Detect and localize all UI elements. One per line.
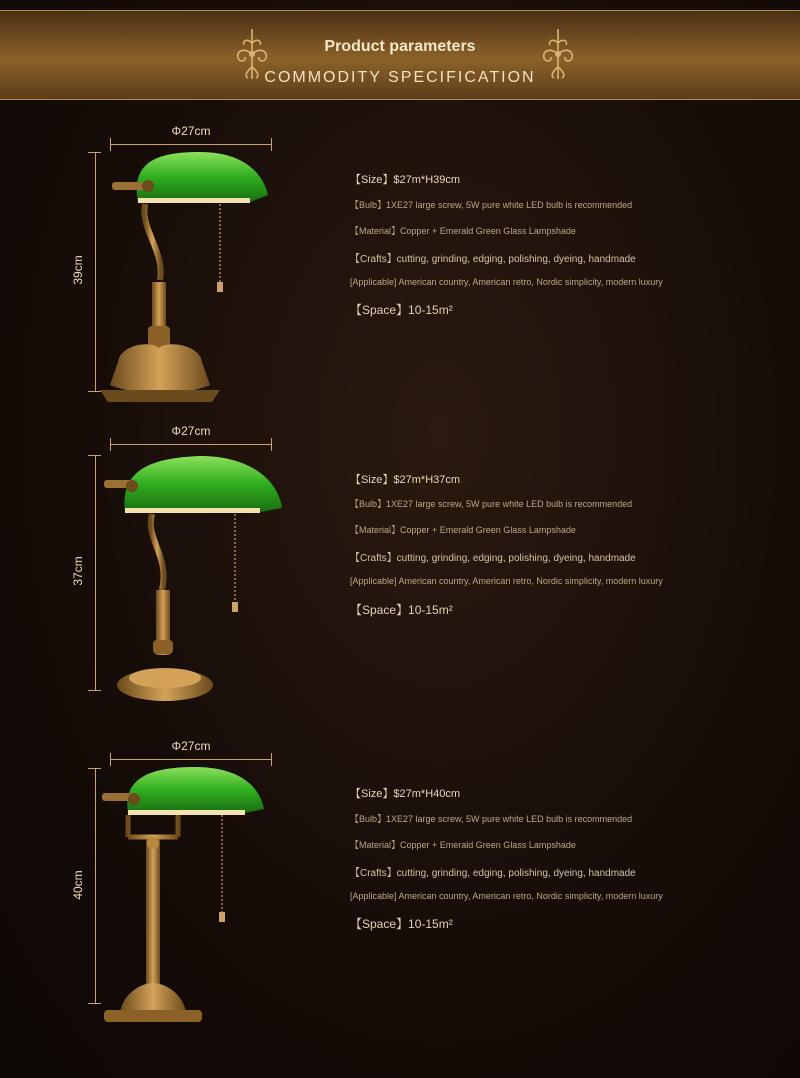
spec-applicable: [Applicable] American country, American retro, Nordic simplicity, modern luxury [350,277,663,287]
width-dimension-label: Φ27cm [171,124,211,138]
header-subtitle: COMMODITY SPECIFICATION [264,69,536,86]
spec-bulb: 【Bulb】1XE27 large screw, 5W pure white LED bulb is recommended [350,200,633,210]
width-dimension-label: Φ27cm [171,739,211,753]
height-dimension-label: 40cm [71,870,85,900]
spec-bulb: 【Bulb】1XE27 large screw, 5W pure white LED bulb is recommended [350,814,633,824]
spec-applicable: [Applicable] American country, American retro, Nordic simplicity, modern luxury [350,891,663,901]
spec-space: 【Space】10-15m² [350,303,453,317]
spec-size: 【Size】$27m*H39cm [350,174,461,186]
spec-material: 【Material】Copper + Emerald Green Glass Lampshade [350,226,576,236]
spec-space: 【Space】10-15m² [350,917,453,931]
height-dimension-label: 39cm [71,255,85,285]
lamp-image [90,440,300,720]
spec-size: 【Size】$27m*H37cm [350,474,461,486]
header-banner [0,10,800,100]
lamp-image [90,755,300,1035]
width-dimension-label: Φ27cm [171,424,211,438]
header-title: Product parameters [324,38,476,55]
spec-bulb: 【Bulb】1XE27 large screw, 5W pure white LED bulb is recommended [350,499,633,509]
spec-material: 【Material】Copper + Emerald Green Glass Lampshade [350,840,576,850]
spec-space: 【Space】10-15m² [350,603,453,617]
spec-crafts: 【Crafts】cutting, grinding, edging, polishing, dyeing, handmade [350,868,636,879]
spec-material: 【Material】Copper + Emerald Green Glass Lampshade [350,525,576,535]
lamp-image [90,140,300,420]
spec-crafts: 【Crafts】cutting, grinding, edging, polishing, dyeing, handmade [350,254,636,265]
spec-applicable: [Applicable] American country, American retro, Nordic simplicity, modern luxury [350,576,663,586]
spec-crafts: 【Crafts】cutting, grinding, edging, polishing, dyeing, handmade [350,553,636,564]
spec-size: 【Size】$27m*H40cm [350,788,461,800]
height-dimension-label: 37cm [71,556,85,586]
